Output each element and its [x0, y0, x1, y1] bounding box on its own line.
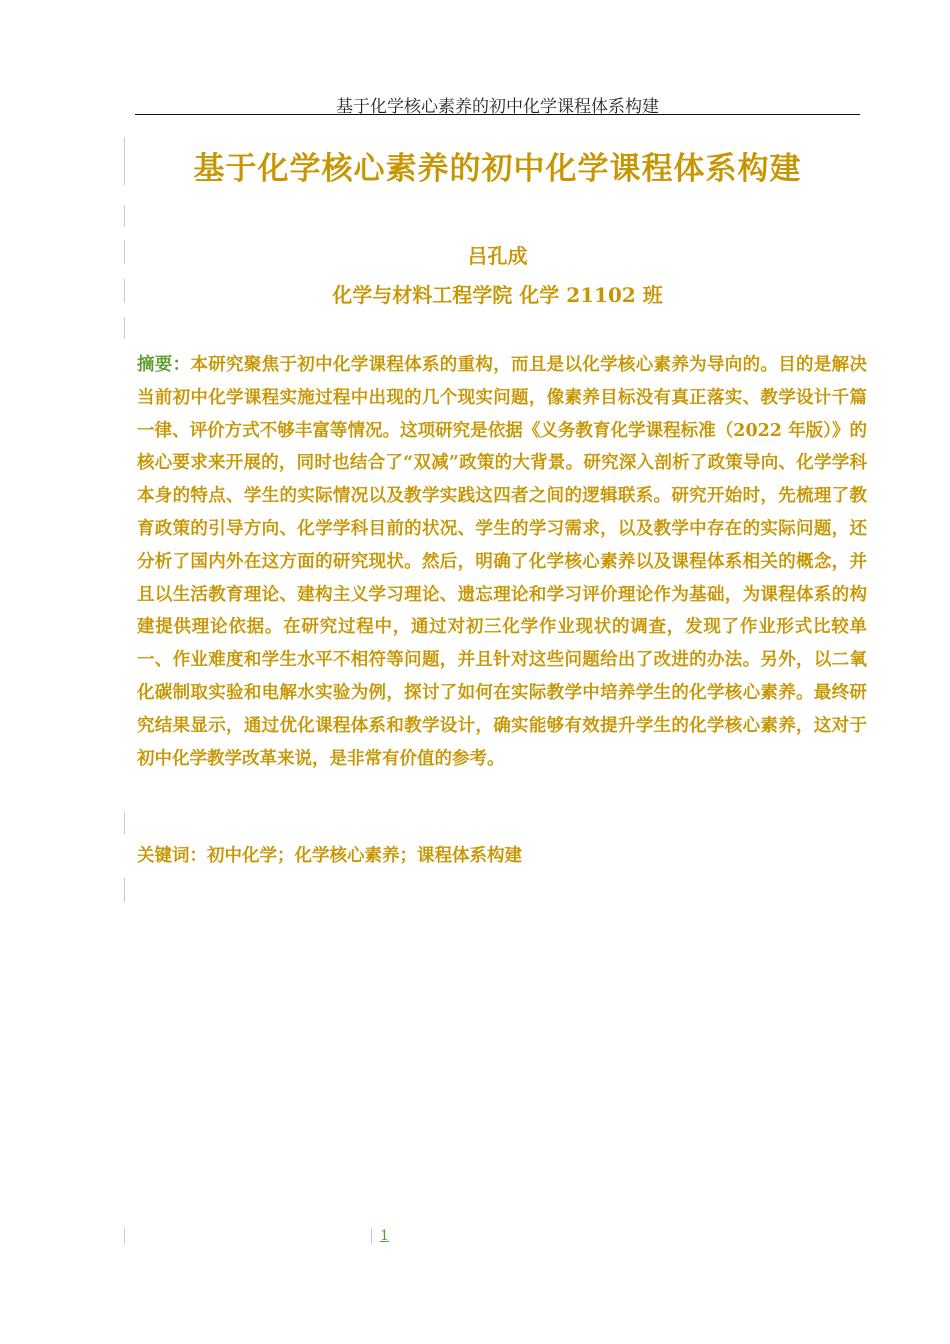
keywords-line: [137, 842, 862, 867]
abstract-text: 本研究聚焦于初中化学课程体系的重构，而且是以化学核心素养为导向的。目的是解决当前初中化学课程实施过程中出现的几个现实问题，像素养目标没有真正落实、教学设计千篇一律、评价方式不够丰富等情况。这项研究是依据《义务教育化学课程标准（2022 年版）》的核心要求来开展的，同时也结合了“双减”政策的大背景。研究深入剖析了政策导向、化学学科本身的特点、学生的实际情况以及教学实践这四者之间的逻辑联系。研究开始时，先梳理了教育政策的引导方向、化学学科目前的状况、学生的学习需求，以及教学中存在的实际问题，还分析了国内外在这方面的研究现状。然后，明确了化学核心素养以及课程体系相关的概念，并且以生活教育理论、建构主义学习理论、遗忘理论和学习评价理论作为基础，为课程体系的构建提供理论依据。在研究过程中，通过对初三化学作业现状的调查，发现了作业形式比较单一、作业难度和学生水平不相符等问题，并且针对这些问题给出了改进的办法。另外，以二氧化碳制取实验和电解水实验为例，探讨了如何在实际教学中培养学生的化学核心素养。最终研究结果显示，通过优化课程体系和教学设计，确实能够有效提升学生的化学核心素养，这对于初中化学教学改革来说，是非常有价值的参考。: [137, 355, 867, 769]
abstract-paragraph: [137, 349, 867, 775]
footer-margin-mark: [124, 1228, 125, 1244]
margin-mark: [124, 878, 125, 902]
keywords-text: 初中化学；化学核心素养；课程体系构建: [207, 846, 522, 866]
margin-mark: [124, 317, 125, 339]
margin-mark: [124, 137, 125, 185]
header-rule: [135, 114, 860, 115]
running-header: 基于化学核心素养的初中化学课程体系构建: [336, 97, 659, 117]
page-number[interactable]: 1: [380, 1228, 389, 1244]
keywords-label: 关键词：: [137, 846, 207, 866]
author-affiliation: 化学与材料工程学院 化学 21102 班: [332, 283, 663, 307]
margin-mark: [124, 240, 125, 264]
author-name: 吕孔成: [467, 244, 528, 268]
document-title: 基于化学核心素养的初中化学课程体系构建: [193, 151, 802, 187]
margin-mark: [124, 279, 125, 303]
margin-mark: [124, 812, 125, 834]
abstract-label: 摘要：: [137, 355, 191, 375]
margin-mark: [124, 205, 125, 227]
footer-field-mark: [371, 1228, 372, 1244]
